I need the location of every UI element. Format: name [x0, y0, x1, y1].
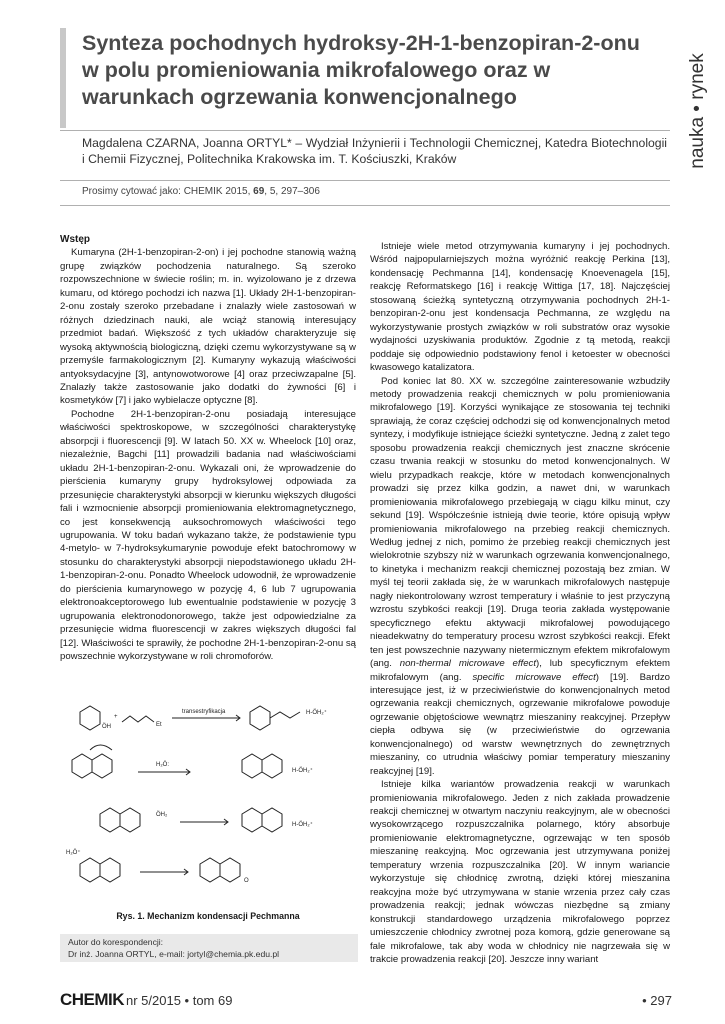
- h-oh2-label-2: H-ÖH₂⁺: [292, 822, 313, 828]
- header-bottom-divider: [60, 205, 670, 206]
- intermediate-ring-4: [262, 754, 282, 778]
- intermediate-ring-10: [100, 858, 120, 882]
- journal-brand: CHEMIK: [60, 990, 125, 1009]
- ester-chain: [270, 712, 300, 718]
- reaction-scheme-figure: [60, 702, 356, 902]
- oh2-label: ÖH₂: [156, 812, 168, 818]
- plus-sign: +: [114, 714, 118, 720]
- transesterification-label: transestryfikacja: [182, 709, 226, 715]
- coumarin-ring-2: [220, 858, 240, 882]
- paragraph: Istnieje wiele metod otrzymywania kumaryny i jej pochodnych. Wśród najpopularniejszych można wyróżnić reakcję Perkina [13], kondensację Pechmanna [14], kondensację Knoevenagela [15], reakcję Reformatskego [16] i reakcję Wittiga [17, 18]. Najczęściej stosowaną ścieżką syntetyczną otrzymywania pochodnych 2H-1-benzopiran-2-onu jest kondensacja Pechmanna, ze względu na wykorzystywanie prostych związków w roli substratów oraz wysokie wydajności uzyskiwania produktów. Zgodnie z tą metodą, reakcji poddaje się odpowiednio podstawiony fenol i ketoester w obecności kwasowego katalizatora.: [370, 241, 670, 374]
- citation-prefix: Prosimy cytować jako: CHEMIK 2015,: [82, 186, 254, 197]
- ester-ring: [250, 706, 270, 730]
- et-label: Et: [156, 722, 162, 728]
- h2o-label: H₂Ö:: [156, 762, 169, 768]
- ketoester: [122, 716, 154, 722]
- side-tag-label: nauka • rynek: [687, 53, 708, 169]
- article-title: Synteza pochodnych hydroksy-2H-1-benzopiran-2-onu w polu promieniowania mikrofalowego oraz w warunkach ogrzewania konwencjonalnego: [82, 31, 640, 109]
- intermediate-ring-5: [100, 808, 120, 832]
- emphasis-text: specific microwave effect: [472, 671, 596, 683]
- intermediate-ring-3: [242, 754, 262, 778]
- coumarin-ring-1: [200, 858, 220, 882]
- section-heading: Wstęp: [60, 234, 90, 245]
- paragraph: [370, 375, 670, 779]
- correspondence-heading: Autor do korespondencji:: [68, 937, 164, 947]
- intermediate-ring-9: [80, 858, 100, 882]
- intermediate-ring-6: [120, 808, 140, 832]
- page-footer: [60, 990, 672, 1012]
- citation-volume: 69: [253, 186, 265, 197]
- emphasis-text: non-thermal microwave effect: [399, 658, 536, 670]
- citation-suffix: , 5, 297–306: [264, 186, 320, 197]
- h3o-label: H-ÖH₂⁺: [306, 710, 327, 716]
- paragraph-text: Pod koniec lat 80. XX w. szczególne zainteresowanie wzbudziły metody prowadzenia reakcji chemicznych w polu promieniowania mikrofalowego [19]. Korzyści wynikające ze stosowania tej techniki sprawiają, że coraz częściej odchodzi się od konwencjonalnych metod syntezy, i modyfikuje istniejące ścieżki syntetyczne. Jedną z zalet tego sposobu prowadzenia reakcji chemicznych jest znaczne skrócenie czasu trwania reakcji w stosunku do metod konwencjonalnych. W wielu przypadkach reakcje, które w metodach konwencjonalnych prowadzi się przez kilka godzin, a nawet dni, w warunkach promieniowania mikrofalowego przebiegają w ciągu kilku minut, czy sekund [19]. Współcześnie istnieją dwie teorie, które opisują wpływ promieniowania mikrofalowego na przebieg reakcji chemicznych. Według jednej z nich, pomimo że przebieg reakcji chemicznych jest wielokrotnie szybszy niż w warunkach ogrzewania konwencjonalnego, to kinetyka i mechanizm reakcji chemicznej pozostają bez zmian. W myśl tej teorii zakłada się, że w warunkach mikrofalowych następuje nagły niekontrolowany wzrost temperatury i właśnie to jest przyczyną wzrostu szybkości reakcji [19]. Druga teoria zakłada występowanie specyficznego efektu aktywacji mikrofalowej powodującego nieadekwatny do temperatury procesu wzrost szybkości reakcji. Efekt ten jest powszechnie nazywany nietermicznym efektem mikrofalowym (ang.: [370, 375, 670, 670]
- oh-label: ÖH: [102, 724, 111, 730]
- authors-divider: [60, 180, 670, 181]
- page-number: • 297: [642, 993, 672, 1008]
- h-oh2-label: H-ÖH₂⁺: [292, 768, 313, 774]
- author-affiliation: Magdalena CZARNA, Joanna ORTYL* – Wydział Inżynierii i Technologii Chemicznej, Katedra Biotechnologii i Chemii Fizycznej, Politechnika Krakowska im. T. Kościuszki, Kraków: [82, 136, 667, 166]
- pechmann-mechanism-diagram: [60, 702, 356, 902]
- citation-line: [82, 186, 667, 197]
- paragraph-text: ) [19]. Bardzo interesujące jest, iż w przeciwieństwie do konwencjonalnych metod ogrzewania reakcji chemicznych, ogrzewanie mikrofalowe powoduje ogrzewanie objętościowe wewnątrz mieszaniny reakcyjnej. Przepływ ciepła odbywa się (w przeciwieństwie do ogrzewania konwencjonalnego) od warstw wewnętrznych do zewnętrznych mieszaniny, co utrudnia właściwy pomiar temperatury mieszaniny reakcyjnej [19].: [370, 671, 670, 777]
- left-column: [60, 233, 356, 664]
- issue-info: nr 5/2015 • tom 69: [126, 993, 233, 1008]
- h2o-plus-label: H₂Ö⁺: [66, 850, 81, 856]
- title-accent-bar: [60, 28, 66, 128]
- correspondence-box: [60, 934, 358, 962]
- phenol-ring: [80, 706, 100, 730]
- figure-caption: Rys. 1. Mechanizm kondensacji Pechmanna: [116, 911, 300, 921]
- paragraph: Kumaryna (2H-1-benzopiran-2-on) i jej pochodne stanowią ważną grupę związków pochodzenia naturalnego. Są szeroko rozpowszechnione w świecie roślin; m. in. wyizolowano je z drzewa kumaru, od którego pochodzi ich nazwa [1]. Układy 2H-1-benzopiran-2-onu zostały szeroko przebadane i znalazły wiele zastosowań w różnych dziedzinach nauki, ale wciąż stanowią interesujący przedmiot badań. Większość z tych układów charakteryzuje się wysoką aktywnością biologiczną, dzięki czemu wykorzystywane są w przemyśle farmakologicznym [2]. Kumaryny wykazują właściwości antyoksydacyjne [3], antynowotworowe [4] oraz przeciwzapalne [5]. Znalazły także zastosowanie jako dodatki do żywności [6] i kosmetyków [7] i jako wybielacze optyczne [8].: [60, 247, 356, 407]
- correspondence-contact: Dr inż. Joanna ORTYL, e-mail: jortyl@chemia.pk.edu.pl: [68, 948, 280, 959]
- electron-arrow: [90, 745, 112, 750]
- title-divider: [60, 130, 670, 131]
- carbonyl-o-label: O: [244, 878, 249, 884]
- intermediate-ring-1: [72, 754, 92, 778]
- paragraph: Pochodne 2H-1-benzopiran-2-onu posiadają interesujące właściwości spektroskopowe, w szczególności charakterystykę absorpcji i fluorescencji [9]. W latach 50. XX w. Wheelock [10] oraz, niezależnie, Bagchi [11] prowadzili badania nad właściwościami układu 2H-1-benzopiran-2-onu. Wykazali oni, że wprowadzenie do pierścienia kumaryny grupy hydroksylowej odpowiada za przesunięcie charakterystyki absorpcji w kierunku większych długości fali i wzmocnienie absorpcji promieniowania elektromagnetycznego, co jest konsekwencją auksochromowych właściwości tego ugrupowania. W toku badań wykazano także, że podstawienie typu 4-metylo- w 7-hydroksykumarynie powoduje efekt batochromowy w stosunku do charakterystyki absorpcji niepodstawionego układu 2H-1-benzopiran-2-onu. Ponadto Wheelock udowodnił, że wprowadzenie do pierścienia kumarynowego w pozycję 4, 6 lub 7 ugrupowania elektronoakceptorowego lub ewentualnie podstawienie w pozycję 3 ugrupowania elektronodonorowego, także jest odpowiedzialne za przesunięcie widma fluorescencji w zakres większych długości fal [12]. Właściwości te sprawiły, że pochodne 2H-1-benzopiran-2-onu są powszechnie wykorzystywane w roli chromoforów.: [60, 408, 356, 663]
- intermediate-ring-8: [262, 808, 282, 832]
- section-side-tag: [683, 40, 707, 190]
- intermediate-ring-7: [242, 808, 262, 832]
- intermediate-ring-2: [92, 754, 112, 778]
- paragraph: Istnieje kilka wariantów prowadzenia reakcji w warunkach promieniowania mikrofalowego. Jeden z nich zakłada prowadzenie reakcji chemicznej w otwartym naczyniu reakcyjnym, ale w obecności wysokowrzącego rozpuszczalnika polarnego, który absorbuje promieniowanie elektromagnetyczne, ogrzewając w ten sposób mieszaninę reakcyjną. Moc ogrzewania jest utrzymywana poniżej temperatury wrzenia rozpuszczalnika [20]. W innym wariancie wykorzystuje się chłodnicę zwrotną, dzięki której mieszanina reakcyjna może być utrzymywana w stanie wrzenia przez cały czas prowadzenia reakcji; jednak wówczas niezbędne są zmiany konstrukcji standardowego urządzenia mikrofalowego poprzez umieszczenie chłodnicy zwrotnej poza komorą, gdzie generowane są fale mikrofalowe, tak aby woda w chłodnicy nie nagrzewała się w trakcie prowadzenia reakcji [20]. Jeszcze inny wariant: [370, 779, 670, 966]
- right-column: [370, 240, 670, 966]
- paragraph-text: ), lub specyficznym efektem mikrofalowym (ang.: [370, 658, 670, 683]
